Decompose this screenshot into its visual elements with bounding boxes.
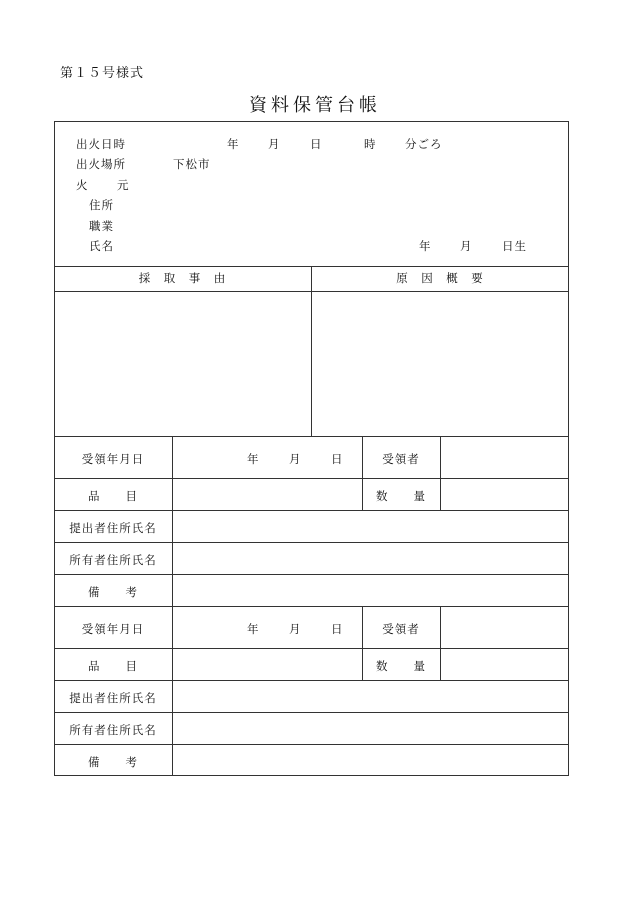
received-month-unit: 月 bbox=[289, 452, 302, 466]
owner-label: 所有者住所氏名 bbox=[69, 553, 157, 567]
birth-day-unit: 日生 bbox=[502, 239, 527, 253]
received-date-label: 受領年月日 bbox=[81, 622, 145, 636]
submitter-label: 提出者住所氏名 bbox=[69, 691, 157, 705]
fire-origin-label-2: 元 bbox=[117, 178, 130, 192]
name-label: 氏名 bbox=[89, 239, 114, 253]
remarks-label: 備 考 bbox=[88, 755, 138, 769]
divider bbox=[54, 510, 569, 511]
fire-minute-unit: 分ごろ bbox=[405, 137, 443, 151]
collection-reason-header: 採 取 事 由 bbox=[138, 271, 227, 285]
birth-year-unit: 年 bbox=[419, 239, 432, 253]
received-day-unit: 日 bbox=[331, 622, 344, 636]
received-date-label: 受領年月日 bbox=[81, 452, 145, 466]
remarks-label: 備 考 bbox=[88, 585, 138, 599]
form-number: 第１５号様式 bbox=[60, 66, 145, 81]
received-day-unit: 日 bbox=[331, 452, 344, 466]
receiver-label: 受領者 bbox=[382, 452, 420, 466]
divider bbox=[172, 436, 173, 606]
divider bbox=[54, 712, 569, 713]
city-name: 下松市 bbox=[173, 157, 211, 171]
fire-month-unit: 月 bbox=[268, 137, 281, 151]
birth-month-unit: 月 bbox=[460, 239, 473, 253]
address-label: 住所 bbox=[89, 198, 114, 212]
cause-summary-area[interactable] bbox=[312, 292, 568, 435]
divider bbox=[440, 606, 441, 680]
fire-datetime-label: 出火日時 bbox=[76, 137, 126, 151]
submitter-label: 提出者住所氏名 bbox=[69, 521, 157, 535]
divider bbox=[54, 436, 569, 437]
item-label: 品 目 bbox=[88, 489, 138, 503]
received-year-unit: 年 bbox=[247, 452, 260, 466]
divider bbox=[54, 478, 569, 479]
divider bbox=[440, 436, 441, 510]
divider bbox=[54, 542, 569, 543]
quantity-label: 数 量 bbox=[376, 659, 426, 673]
fire-day-unit: 日 bbox=[310, 137, 323, 151]
owner-label: 所有者住所氏名 bbox=[69, 723, 157, 737]
quantity-label: 数 量 bbox=[376, 489, 426, 503]
divider bbox=[54, 744, 569, 745]
receiver-label: 受領者 bbox=[382, 622, 420, 636]
cause-summary-header: 原 因 概 要 bbox=[396, 271, 484, 285]
divider bbox=[54, 606, 569, 607]
collection-reason-area[interactable] bbox=[55, 292, 310, 435]
occupation-label: 職業 bbox=[89, 219, 114, 233]
page-title: 資料保管台帳 bbox=[249, 95, 381, 116]
received-year-unit: 年 bbox=[247, 622, 260, 636]
item-label: 品 目 bbox=[88, 659, 138, 673]
form-table bbox=[54, 121, 569, 776]
divider bbox=[54, 574, 569, 575]
fire-year-unit: 年 bbox=[227, 137, 240, 151]
divider bbox=[172, 606, 173, 776]
divider bbox=[54, 648, 569, 649]
received-month-unit: 月 bbox=[289, 622, 302, 636]
fire-origin-label-1: 火 bbox=[76, 178, 89, 192]
fire-hour-unit: 時 bbox=[364, 137, 377, 151]
divider bbox=[54, 680, 569, 681]
fire-location-label: 出火場所 bbox=[76, 157, 126, 171]
